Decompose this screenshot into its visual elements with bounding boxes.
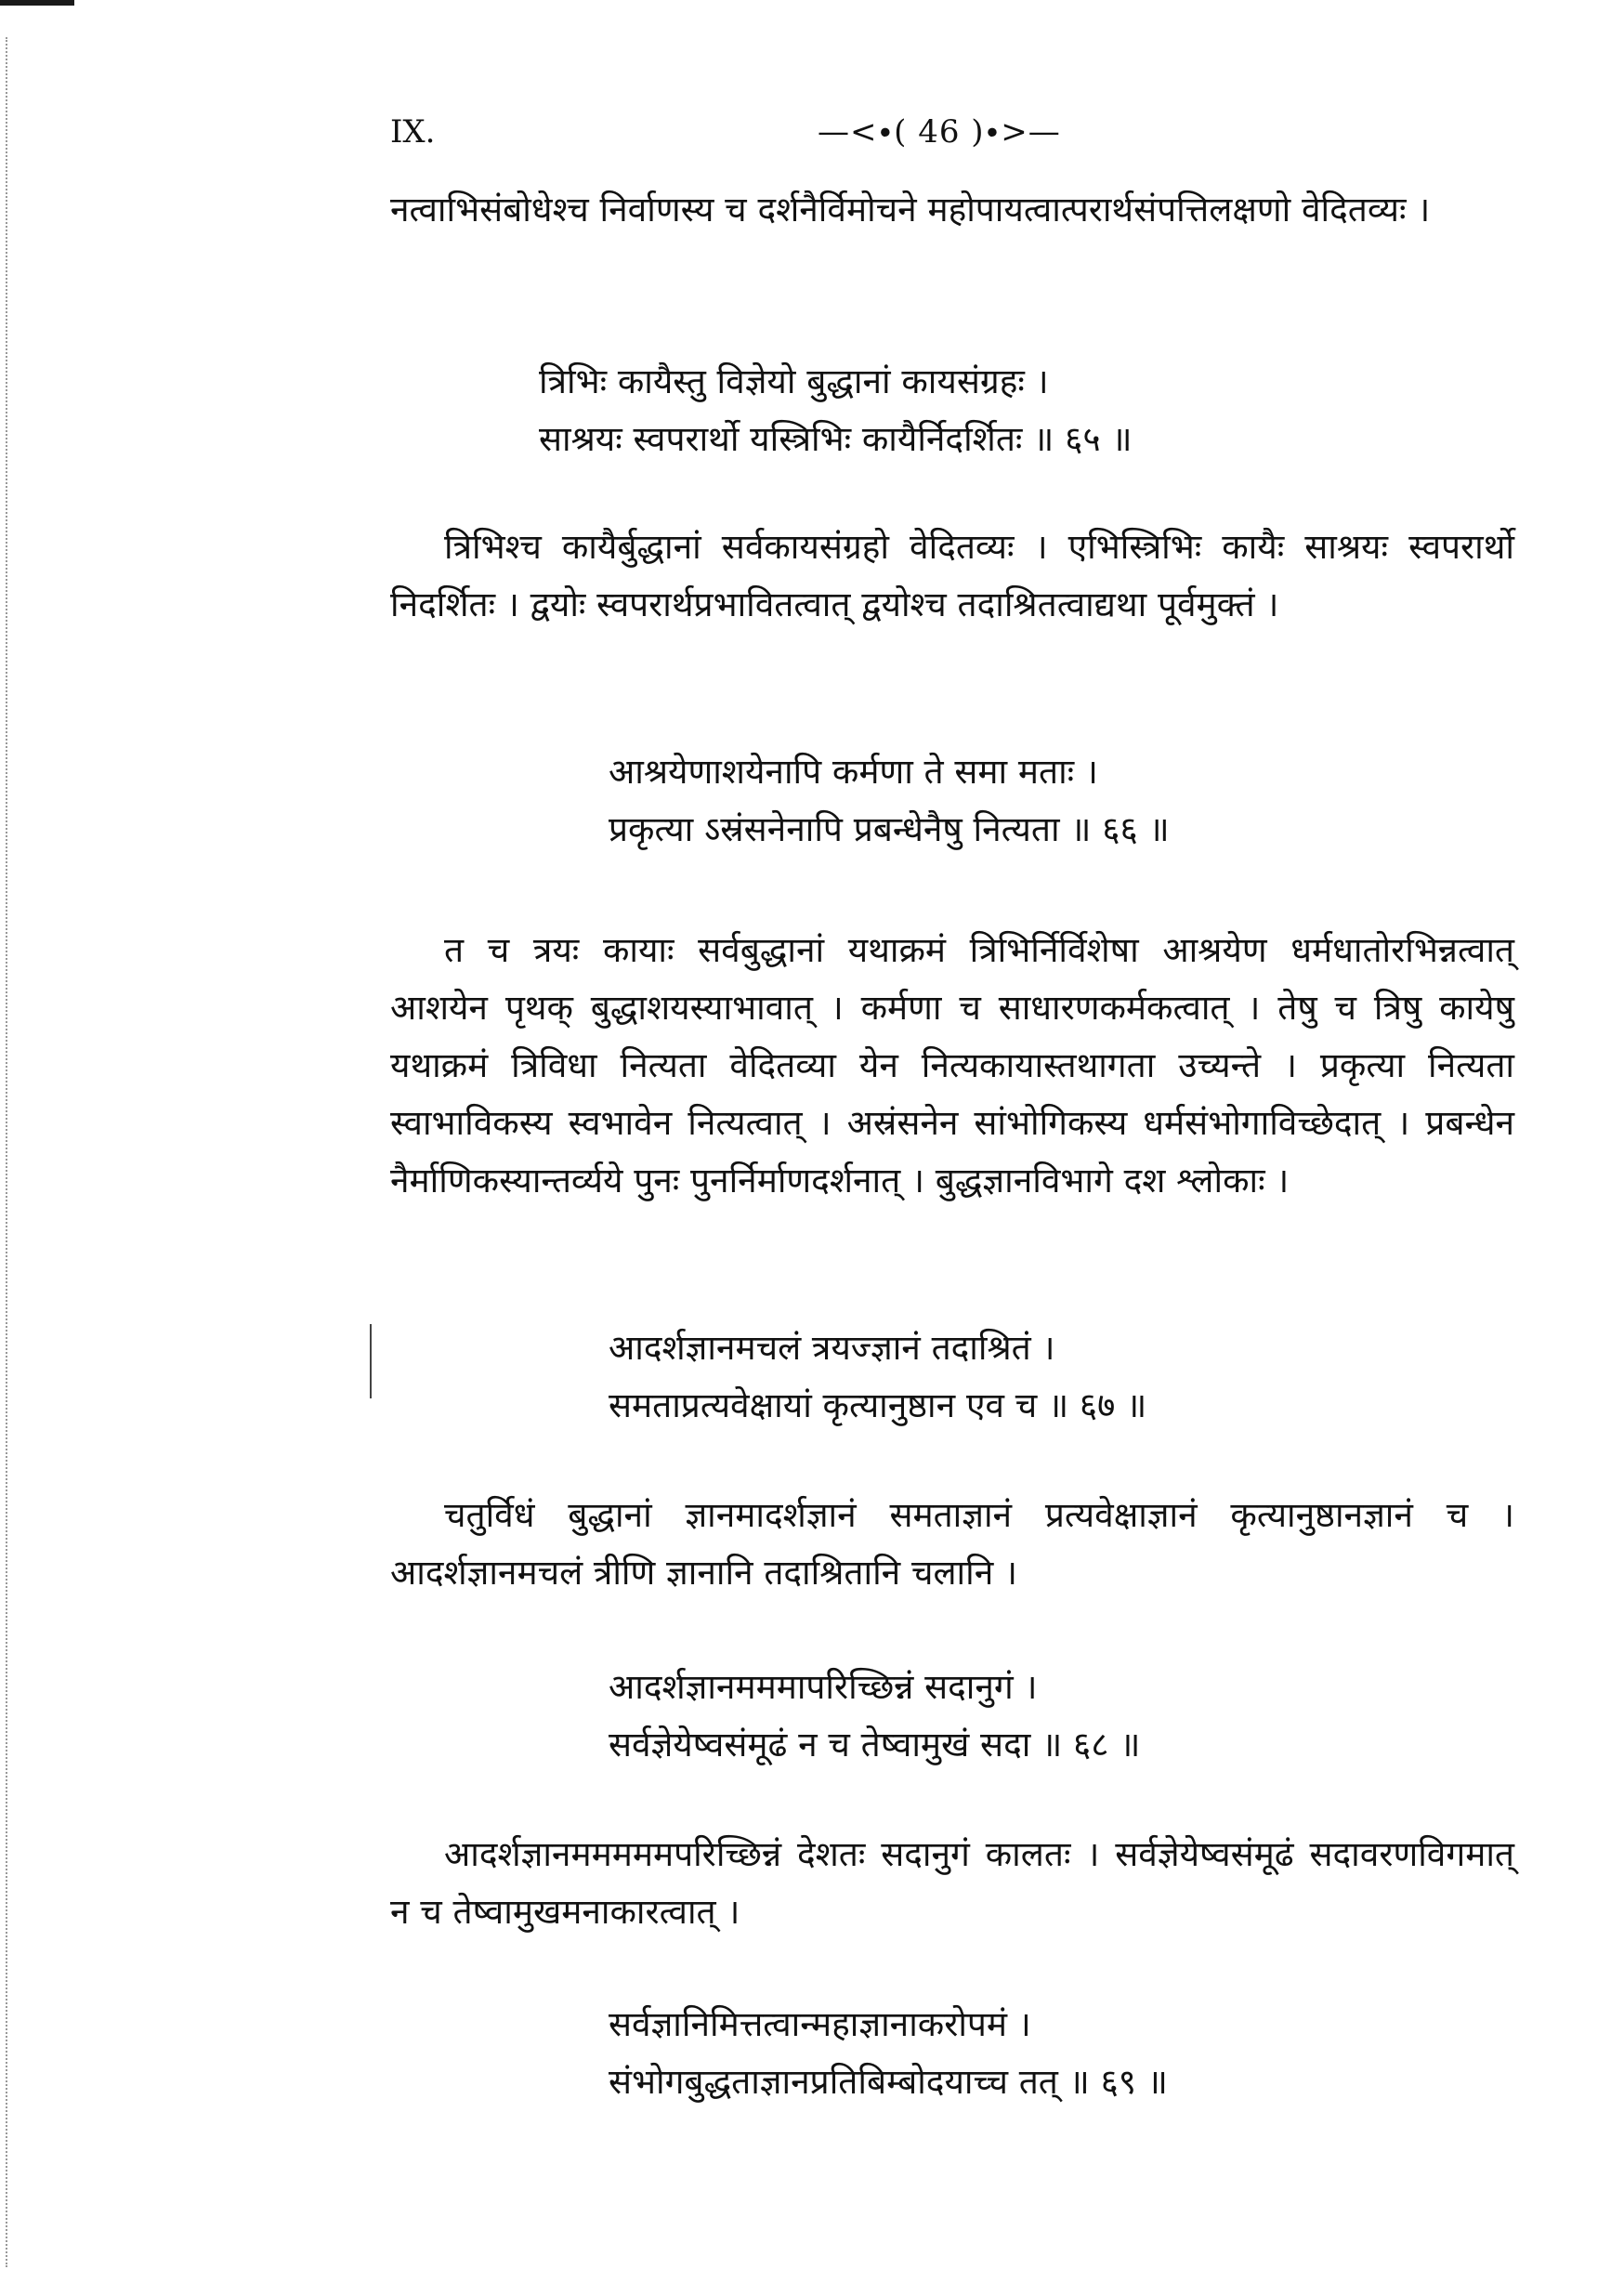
scan-corner-mark <box>0 0 74 33</box>
page-number: —<∙( 46 )∙>— <box>818 113 1061 151</box>
paragraph-4: चतुर्विधं बुद्धानां ज्ञानमादर्शज्ञानं समताज्ञानं प्रत्यवेक्षाज्ञानं कृत्यानुष्ठानज्ञानं च । आदर्शज्ञानमचलं त्रीणि ज्ञानानि तदाश्रितानि चलानि । <box>390 1495 1514 1593</box>
verse-line: प्रकृत्या ऽस्रंसनेनापि प्रबन्धेनैषु नित्यता ॥ ६६ ॥ <box>609 809 1170 849</box>
verse-68 <box>0 1659 1624 1774</box>
verse-line: आदर्शज्ञानमचलं त्रयज्ज्ञानं तदाश्रितं । <box>609 1328 1055 1368</box>
page-header <box>390 113 1524 160</box>
verse-67 <box>0 1319 1624 1435</box>
verse-65 <box>0 353 1624 468</box>
verse-line: सर्वज्ञेयेष्वसंमूढं न च तेष्वामुखं सदा ॥ ६८ ॥ <box>609 1725 1141 1765</box>
verse-line: समताप्रत्यवेक्षायां कृत्यानुष्ठान एव च ॥ ६७ ॥ <box>609 1385 1147 1425</box>
verse-line: साश्रयः स्वपरार्थो यस्त्रिभिः कायैर्निदर्शितः ॥ ६५ ॥ <box>539 419 1133 459</box>
verse-line: सर्वज्ञानिमित्तत्वान्महाज्ञानाकरोपमं । <box>609 2004 1031 2044</box>
verse-line: त्रिभिः कायैस्तु विज्ञेयो बुद्धानां कायसंग्रहः । <box>539 361 1049 401</box>
verse-66 <box>0 743 1624 859</box>
volume-number: IX. <box>390 113 436 151</box>
verse-line: संभोगबुद्धताज्ञानप्रतिबिम्बोदयाच्च तत् ॥ ६९ ॥ <box>609 2062 1168 2102</box>
paragraph-2: त्रिभिश्च कायैर्बुद्धानां सर्वकायसंग्रहो वेदितव्यः । एभिस्त्रिभिः कायैः साश्रयः स्वपरार्थो निदर्शितः । द्वयोः स्वपरार्थप्रभावितत्वात् द्वयोश्च तदाश्रितत्वाद्यथा पूर्वमुक्तं । <box>390 527 1514 624</box>
verse-line: आदर्शज्ञानमममापरिच्छिन्नं सदानुगं । <box>609 1667 1038 1707</box>
paragraph-1: नत्वाभिसंबोधेश्च निर्वाणस्य च दर्शनैर्विमोचने महोपायत्वात्परार्थसंपत्तिलक्षणो वेदितव्यः । <box>390 190 1431 230</box>
verse-69 <box>0 1996 1624 2111</box>
paragraph-3: त च त्रयः कायाः सर्वबुद्धानां यथाक्रमं त्रिभिर्निर्विशेषा आश्रयेण धर्मधातोरभिन्नत्वात् आशयेन पृथक् बुद्धाशयस्याभावात् । कर्मणा च साधारणकर्मकत्वात् । तेषु च त्रिषु कायेषु यथाक्रमं त्रिविधा नित्यता वेदितव्या येन नित्यकायास्तथागता उच्यन्ते । प्रकृत्या नित्यता स्वाभाविकस्य स्वभावेन नित्यत्वात् । अस्रंसनेन सांभोगिकस्य धर्मसंभोगाविच्छेदात् । प्रबन्धेन नैर्माणिकस्यान्तर्व्यये पुनः पुनर्निर्माणदर्शनात् । बुद्धज्ञानविभागे दश श्लोकाः । <box>390 930 1514 1200</box>
paragraph-5: आदर्शज्ञानमममममपरिच्छिन्नं देशतः सदानुगं कालतः । सर्वज्ञेयेष्वसंमूढं सदावरणविगमात् न च तेष्वामुखमनाकारत्वात् । <box>390 1834 1514 1932</box>
verse-line: आश्रयेणाशयेनापि कर्मणा ते समा मताः । <box>609 752 1098 792</box>
